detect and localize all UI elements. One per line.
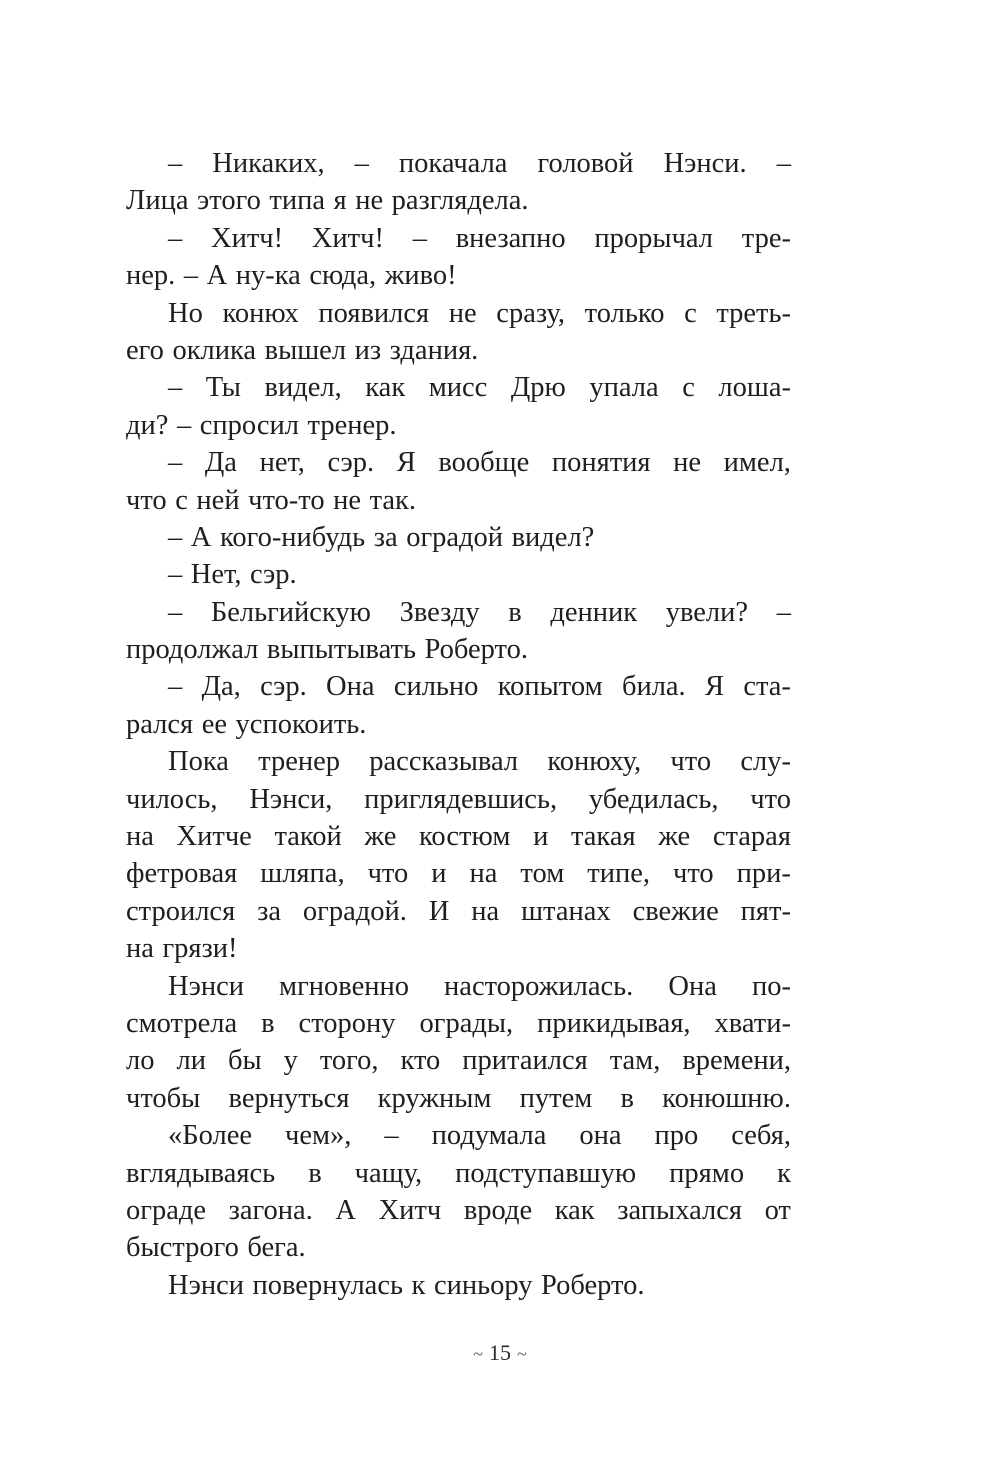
word: Нэнси [168,1269,244,1301]
word: тре- [741,222,791,254]
word: ограды, [419,1007,514,1039]
word: кто [400,1045,441,1077]
word: – [776,596,791,628]
word: в [508,596,522,628]
word: ло [126,1045,155,1077]
text-line [126,145,791,182]
word: как [554,1194,595,1226]
word: что [670,746,712,778]
text-line [126,818,791,855]
word: нет, [259,447,305,479]
word: грязи! [162,933,238,965]
word: не [448,297,477,329]
word: сэр. [260,671,307,703]
text-line [126,1042,791,1079]
word: ста- [743,671,791,703]
word: на [126,933,154,965]
word: чилось, [126,783,218,815]
word: «Более [168,1120,253,1152]
word: кого-нибудь [219,521,366,553]
word: понятия [551,447,651,479]
word: вообще [438,447,530,479]
word: Хитче [176,821,252,853]
word: так. [369,484,417,516]
word: к [411,1269,426,1301]
word: с [684,297,697,329]
word: сэр. [250,559,297,591]
word: ней [196,484,240,516]
text-line [126,1192,791,1229]
word: успокоить. [235,708,367,740]
word: от [764,1194,791,1226]
word: оградой. [302,895,407,927]
word: хвати- [714,1007,791,1039]
word: конюх [222,297,299,329]
word: не [355,185,384,217]
word: прикидывая, [537,1007,691,1039]
word: – [176,409,192,441]
word: что [672,858,714,890]
text-line [126,743,791,780]
word: Хитч! [210,222,284,254]
word: что [367,858,409,890]
word: Нет, [190,559,242,591]
word: времени, [682,1045,791,1077]
page-footer [0,1338,1000,1369]
word: Я [705,671,725,703]
word: что [750,783,791,815]
word: вернуться [228,1082,350,1114]
word: этого [197,185,261,217]
text-line [126,706,791,743]
word: в [308,1157,322,1189]
page-number: 15 [489,1340,511,1365]
word: ограде [126,1194,206,1226]
word: денник [550,596,638,628]
word: вглядываясь [126,1157,276,1189]
text-line [126,930,791,967]
word: бега. [247,1232,306,1264]
word: сюда, [309,260,377,292]
word: убедилась, [588,783,719,815]
word: быстрого [126,1232,239,1264]
word: не [333,484,362,516]
word: Да, [201,671,241,703]
text-line [126,407,791,444]
word: того, [319,1045,379,1077]
text-line [126,668,791,705]
word: лоша- [718,372,791,404]
word: же [658,821,691,853]
ornament-right-icon: ~ [517,1344,527,1364]
text-line [126,1117,791,1154]
word: Роберто. [541,1269,645,1301]
word: покачала [398,148,508,179]
text-line [126,556,791,593]
word: ее [201,708,227,740]
word: – [384,1120,399,1152]
word: только [584,297,665,329]
word: – [354,148,369,179]
word: продолжал [126,634,259,666]
word: А [335,1194,356,1226]
word: конюшню. [662,1082,791,1114]
word: Пока [168,746,229,778]
word: подступавшую [455,1157,637,1189]
word: тренер. [307,409,397,441]
word: спросил [199,409,299,441]
word: с [175,484,188,516]
text-line [126,1080,791,1117]
word: Никаких, [212,148,325,179]
word: мгновенно [279,970,409,1002]
word: Она [668,970,717,1002]
page-body-text [126,145,791,1304]
ornament-left-icon: ~ [473,1344,483,1364]
word: ли [176,1045,206,1077]
word: его [126,334,164,366]
word: – [776,148,791,179]
text-line [126,369,791,406]
word: – [412,222,427,254]
word: Хитч! [311,222,384,254]
word: Звезду [399,596,480,628]
word: Но [168,297,203,329]
word: пят- [740,895,791,927]
word: появился [318,297,430,329]
word: чащу, [354,1157,423,1189]
word: к [777,1157,791,1189]
text-line [126,182,791,219]
word: штанах [521,895,611,927]
word: – [168,559,183,591]
word: и [431,858,447,890]
text-line [126,332,791,369]
word: Роберто. [424,634,528,666]
word: прямо [669,1157,745,1189]
word: с [682,372,695,404]
word: мисс [428,372,488,404]
word: себя, [731,1120,791,1152]
word: приглядевшись, [364,783,558,815]
word: при- [736,858,791,890]
word: Нэнси, [249,783,333,815]
word: – [168,596,183,628]
word: Дрю [510,372,566,404]
word: – [168,148,183,179]
word: на [471,895,500,927]
word: свежие [632,895,719,927]
word: сразу, [496,297,566,329]
word: упала [589,372,659,404]
word: из [354,334,382,366]
word: живо! [384,260,457,292]
word: не [673,447,702,479]
word: типе, [587,858,650,890]
word: кружным [377,1082,492,1114]
word: А [206,260,228,292]
word: Ты [205,372,241,404]
word: и [533,821,549,853]
word: строился [126,895,236,927]
word: в [620,1082,634,1114]
word: головой [537,148,634,179]
word: тренер [258,746,341,778]
word: старая [712,821,791,853]
word: что [126,484,167,516]
word: оградой [406,521,504,553]
word: прорычал [594,222,714,254]
word: конюху, [547,746,642,778]
text-line [126,594,791,631]
text-line [126,1005,791,1042]
word: на [126,821,154,853]
word: рассказывал [369,746,519,778]
word: синьору [433,1269,533,1301]
text-line [126,855,791,892]
word: путем [519,1082,593,1114]
word: Хитч [378,1194,442,1226]
word: копытом [497,671,603,703]
word: Да [204,447,237,479]
word: рался [126,708,194,740]
text-line [126,1267,791,1304]
word: запыхался [617,1194,742,1226]
word: что-то [248,484,325,516]
word: Я [396,447,416,479]
word: имел, [723,447,791,479]
word: увели? [665,596,749,628]
word: – [168,671,183,703]
word: Бельгийскую [210,596,371,628]
word: притаился [462,1045,588,1077]
text-line [126,1155,791,1192]
word: слу- [740,746,791,778]
word: сэр. [327,447,375,479]
text-line [126,781,791,818]
word: сторону [298,1007,396,1039]
word: повернулась [252,1269,403,1301]
word: вышел [264,334,347,366]
word: как [365,372,406,404]
word: про [654,1120,699,1152]
word: выпытывать [266,634,416,666]
word: же [364,821,397,853]
text-line [126,444,791,481]
text-line [126,220,791,257]
word: насторожилась. [444,970,634,1002]
word: ди? [126,409,169,441]
word: шляпа, [260,858,345,890]
word: фетровая [126,858,238,890]
text-line [126,631,791,668]
word: Она [326,671,375,703]
word: Лица [126,185,189,217]
word: Нэнси [168,970,244,1002]
word: смотрела [126,1007,238,1039]
text-line [126,295,791,332]
word: бы [227,1045,262,1077]
word: била. [621,671,686,703]
word: ну-ка [235,260,301,292]
text-line [126,482,791,519]
word: разглядела. [391,185,529,217]
word: внезапно [455,222,566,254]
word: вроде [463,1194,533,1226]
word: на [469,858,498,890]
text-line [126,519,791,556]
word: здания. [389,334,479,366]
word: – [168,372,183,404]
word: по- [751,970,791,1002]
word: – [183,260,199,292]
word: нер. [126,260,176,292]
word: я [333,185,347,217]
word: видел? [511,521,595,553]
word: чтобы [126,1082,201,1114]
word: типа [269,185,325,217]
word: чем», [285,1120,352,1152]
word: там, [609,1045,661,1077]
word: в [261,1007,275,1039]
word: такой [274,821,342,853]
text-line [126,1229,791,1266]
word: оклика [172,334,257,366]
word: А [190,521,212,553]
text-line [126,968,791,1005]
word: – [168,222,183,254]
word: подумала [431,1120,547,1152]
word: костюм [419,821,511,853]
word: – [168,447,183,479]
word: Нэнси. [663,148,747,179]
text-line [126,893,791,930]
word: И [428,895,450,927]
text-line [126,257,791,294]
word: загона. [228,1194,313,1226]
word: за [257,895,282,927]
word: сильно [393,671,479,703]
word: том [520,858,565,890]
word: – [168,521,183,553]
word: видел, [264,372,342,404]
word: у [283,1045,298,1077]
word: треть- [716,297,791,329]
word: за [373,521,398,553]
word: она [579,1120,622,1152]
word: такая [570,821,636,853]
